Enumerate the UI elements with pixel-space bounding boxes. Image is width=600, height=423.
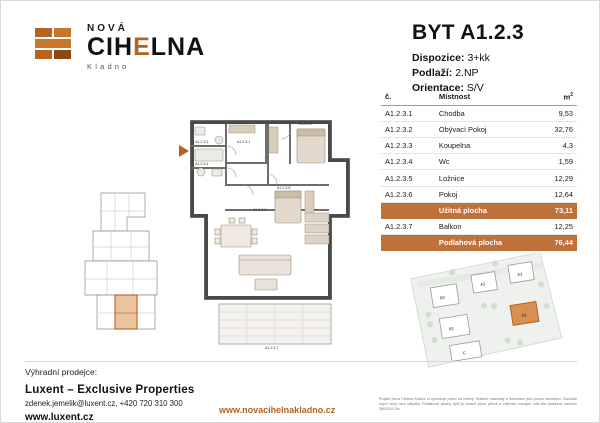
table-row: A1.2.3.4 Wc 1,59	[381, 154, 577, 170]
footer-divider	[25, 361, 577, 362]
svg-text:C: C	[462, 350, 467, 356]
svg-text:A2: A2	[480, 281, 486, 287]
agency-contact[interactable]: zdenek.jemelik@luxent.cz, +420 720 310 300	[25, 399, 183, 408]
svg-text:A1.2.3.5: A1.2.3.5	[299, 122, 313, 126]
logo-sub-text: Kladno	[87, 62, 130, 72]
unit-specs	[412, 52, 577, 94]
site-plan	[399, 253, 579, 373]
unit-header	[412, 21, 577, 97]
brick-logo-icon	[35, 26, 77, 68]
svg-text:B2: B2	[439, 294, 446, 301]
svg-text:A1.2.3.3: A1.2.3.3	[195, 140, 209, 144]
spec-row: Podlaží: 2.NP	[412, 67, 479, 79]
svg-text:A1.2.3.6: A1.2.3.6	[277, 186, 291, 190]
highlighted-unit	[115, 295, 137, 329]
agency-name: Luxent – Exclusive Properties	[25, 384, 195, 396]
table-row: A1.2.3.3 Koupelna 4,3	[381, 138, 577, 154]
col-room: Místnost	[435, 89, 543, 105]
building-floor-overview	[71, 191, 171, 341]
logo	[35, 23, 225, 71]
svg-text:A1: A1	[521, 312, 528, 318]
table-header-row	[381, 89, 577, 105]
table-row-total-usable: Užitná plocha 73,11	[381, 202, 577, 218]
page-title: BYT A1.2.3	[412, 21, 524, 44]
svg-text:A1.2.3.4: A1.2.3.4	[195, 162, 209, 166]
logo-main-text: CIHELNA	[87, 33, 206, 61]
table-row: A1.2.3.2 Obývací Pokoj 32,76	[381, 121, 577, 137]
apartment-floorplan	[179, 99, 369, 349]
svg-text:B1: B1	[448, 325, 455, 332]
exclusive-agent-label: Výhradní prodejce:	[25, 367, 98, 377]
legal-disclaimer: Projekt Nová Cihelna Kladno si vyhrazuje právo na změny. Veškeré materiály a informace jsou pouze orientační. Součástí kupní ceny není nábytek. Podlahové plochy bytů je včetně ploch příček a vnitřních nosných zdin dle obdržené nařízení 366/2013 Sb.	[379, 397, 577, 412]
room-area-table	[381, 89, 577, 251]
col-area: $m^2$	[543, 89, 577, 105]
spec-row: Orientace: S/V	[412, 82, 484, 94]
entrance-marker	[179, 145, 189, 157]
table-row: A1.2.3.7 Balkon 12,25	[381, 219, 577, 235]
table-row: A1.2.3.5 Ložnice 12,29	[381, 170, 577, 186]
table-row: A1.2.3.6 Pokoj 12,64	[381, 186, 577, 202]
table-row: A1.2.3.1 Chodba 9,53	[381, 105, 577, 121]
spec-row: Dispozice: 3+kk	[412, 52, 490, 64]
svg-text:A1.2.3.2: A1.2.3.2	[253, 208, 267, 212]
table-row-total-floor: Podlahová plocha 76,44	[381, 235, 577, 251]
logo-top-text: NOVÁ	[87, 23, 128, 34]
col-code: č.	[381, 89, 435, 105]
svg-text:A1.2.3.7: A1.2.3.7	[265, 346, 279, 349]
agency-website-link[interactable]: www.luxent.cz	[25, 412, 94, 423]
svg-text:A1.2.3.1: A1.2.3.1	[237, 140, 251, 144]
svg-text:A3: A3	[516, 271, 523, 278]
project-website-link[interactable]: www.novacihelnakladno.cz	[219, 405, 336, 415]
